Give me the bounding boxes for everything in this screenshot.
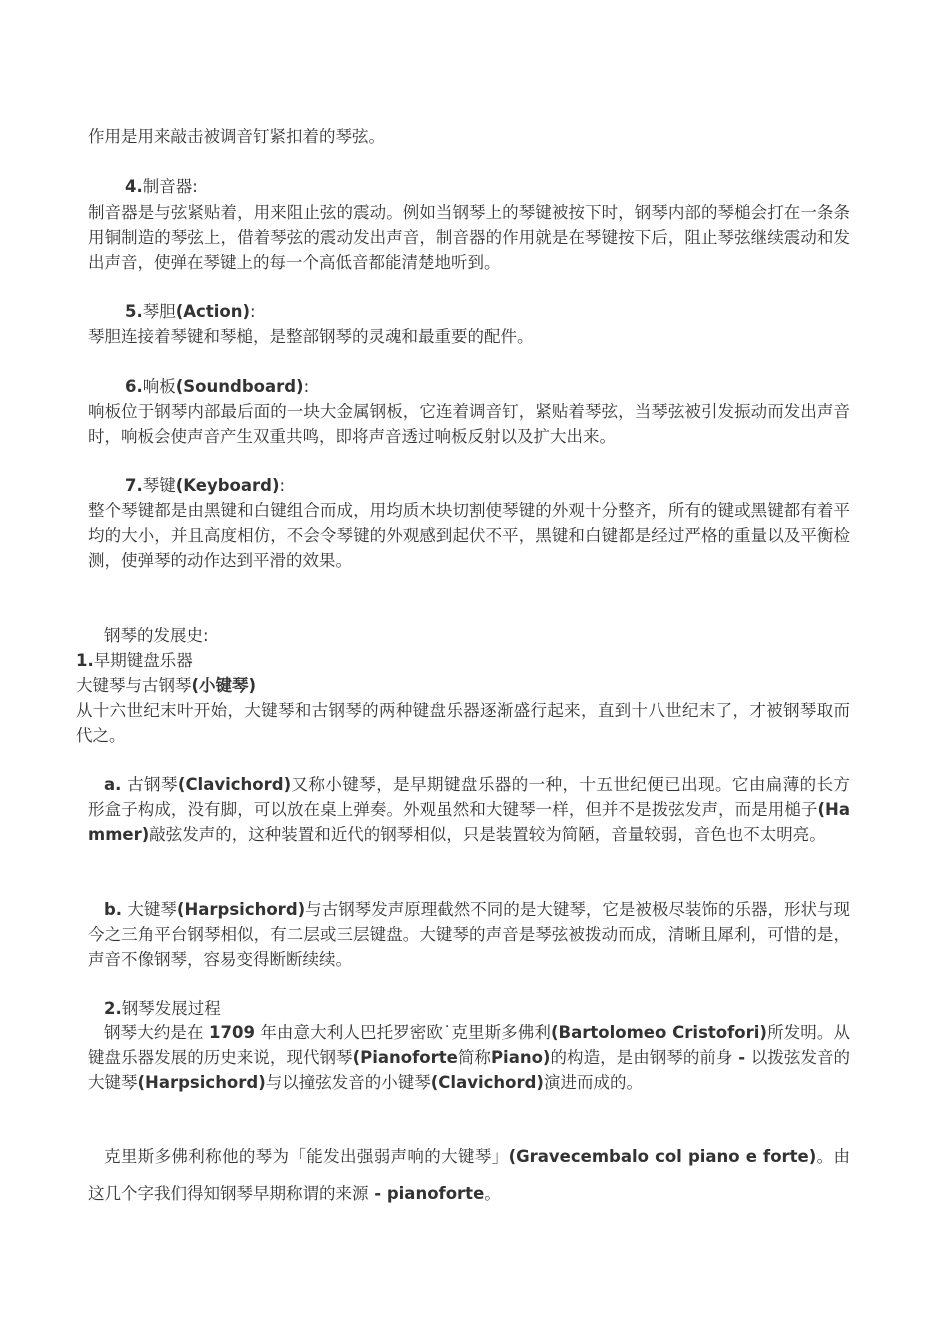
section-2-heading — [104, 996, 221, 1021]
history-title: 钢琴的发展史: — [104, 626, 209, 645]
heading-colon: : — [250, 302, 256, 321]
heading-english: (Keyboard) — [175, 476, 280, 495]
heading-damper — [125, 174, 198, 199]
paragraph-action: 琴胆连接着琴键和琴槌，是整部钢琴的灵魂和最重要的配件。 — [88, 327, 534, 346]
heading-text: 制音器: — [142, 177, 198, 196]
english-term: (Harpsichord) — [176, 900, 306, 919]
paragraph-hammer-end: 作用是用来敲击被调音钉紧扣着的琴弦。 — [88, 127, 385, 146]
dash: - — [732, 1048, 751, 1067]
heading-keyboard — [125, 473, 285, 498]
paragraph-keyboard: 整个琴键都是由黑键和白键组合而成，用均质木块切割使琴键的外观十分整齐，所有的键或黑键都有着平均的大小，并且高度相仿，不会令琴键的外观感到起伏不平，黑键和白键都是经过严格的重量以及平衡检测，使弹琴的动作达到平滑的效果。 — [88, 501, 850, 570]
heading-text: 琴胆 — [142, 302, 176, 321]
paragraph-damper: 制音器是与弦紧贴着，用来阻止弦的震动。例如当钢琴上的琴键被按下时，钢琴内部的琴槌会打在一条条用铜制造的琴弦上，借着琴弦的震动发出声音，制音器的作用就是在琴键按下后，阻止琴弦继续震动和发出声音，使弹在琴键上的每一个高低音都能清楚地听到。 — [88, 203, 850, 272]
heading-english: (Action) — [175, 302, 251, 321]
text-run: 钢琴大约是在 — [104, 1023, 204, 1042]
item-label: a. — [104, 775, 122, 794]
text-run: 大键琴 — [127, 900, 177, 919]
text-run: 的构造，是由钢琴的前身 — [550, 1048, 733, 1067]
text-run: 年由意大利人巴托罗密欧˙克里斯多佛利 — [260, 1023, 551, 1042]
heading-number: 5. — [125, 302, 143, 321]
heading-number: 4. — [125, 177, 143, 196]
text-run: 所发明。从键盘乐器发展的历史来说，现代钢琴 — [88, 1023, 851, 1067]
paragraph-soundboard: 响板位于钢琴内部最后面的一块大金属钢板，它连着调音钉，紧贴着琴弦，当琴弦被引发振动而发出声音时，响板会使声音产生双重共鸣，即将声音透过响板反射以及扩大出来。 — [88, 402, 850, 446]
heading-number: 7. — [125, 476, 143, 495]
paragraph-development-2 — [88, 1138, 850, 1212]
paragraph-clavichord — [88, 772, 850, 847]
paragraph-early-keyboards: 从十六世纪末叶开始，大键琴和古钢琴的两种键盘乐器逐渐盛行起来，直到十八世纪末了，才被钢琴取而代之。 — [76, 701, 850, 745]
text-run: 古钢琴 — [127, 775, 178, 794]
english-term: (Gravecembalo col piano e forte) — [508, 1147, 817, 1166]
year: 1709 — [209, 1023, 255, 1042]
text-run: 又称小键琴，是早期键盘乐器的一种，十五世纪便已出现。它由扁薄的长方形盒子构成，没有脚，可以放在桌上弹奏。外观虽然和大键琴一样，但并不是拨弦发声，而是用槌子 — [88, 775, 851, 819]
subheading-paren: (小键琴) — [191, 676, 257, 695]
section-number: 2. — [104, 999, 122, 1018]
item-label: b. — [104, 900, 123, 919]
paragraph-harpsichord — [88, 897, 850, 972]
text-run: 。 — [484, 1184, 501, 1203]
heading-text: 琴键 — [142, 476, 176, 495]
heading-soundboard — [125, 374, 309, 399]
english-term: (Bartolomeo Cristofori) — [551, 1023, 767, 1042]
english-term: (Hammer) — [88, 800, 850, 844]
heading-colon: : — [303, 377, 310, 396]
text-run: 敲弦发声的，这种装置和近代的钢琴相似，只是装置较为简陋，音量较弱，音色也不太明亮。 — [149, 825, 826, 844]
text-run: 以拨弦发音的大键琴 — [88, 1048, 851, 1092]
subheading-text: 大键琴与古钢琴 — [76, 676, 192, 695]
english-term: (Clavichord) — [177, 775, 292, 794]
english-term: Piano) — [490, 1048, 551, 1067]
text-run: 克里斯多佛利称他的琴为「能发出强弱声响的大键琴」 — [104, 1147, 509, 1166]
heading-english: (Soundboard) — [175, 377, 304, 396]
english-term: (Pianoforte — [352, 1048, 458, 1067]
text-run: 演进而成的。 — [543, 1073, 643, 1092]
dash: - — [368, 1184, 387, 1203]
heading-action — [125, 299, 256, 324]
section-text: 早期键盘乐器 — [93, 651, 193, 670]
paragraph-development-1 — [88, 1020, 850, 1095]
section-number: 1. — [76, 651, 94, 670]
heading-text: 响板 — [142, 377, 176, 396]
heading-number: 6. — [125, 377, 143, 396]
text-run: 与古钢琴发声原理截然不同的是大键琴，它是被极尽装饰的乐器，形状与现今之三角平台钢琴相似，有二层或三层键盘。大键琴的声音是琴弦被拨动而成，清晰且犀利，可惜的是，声音不像钢琴，容易变得断断续续。 — [88, 900, 851, 969]
section-text: 钢琴发展过程 — [121, 999, 221, 1018]
text-run: 。由这几个字我们得知钢琴早期称谓的来源 — [88, 1147, 851, 1203]
heading-colon: : — [279, 476, 286, 495]
english-term: (Harpsichord) — [137, 1073, 266, 1092]
text-run: 简称 — [457, 1048, 491, 1067]
section-1-subheading — [76, 673, 256, 698]
english-term: (Clavichord) — [430, 1073, 544, 1092]
text-run: 与以撞弦发音的小键琴 — [265, 1073, 431, 1092]
english-term: pianoforte — [386, 1184, 485, 1203]
section-1-heading — [76, 648, 193, 673]
